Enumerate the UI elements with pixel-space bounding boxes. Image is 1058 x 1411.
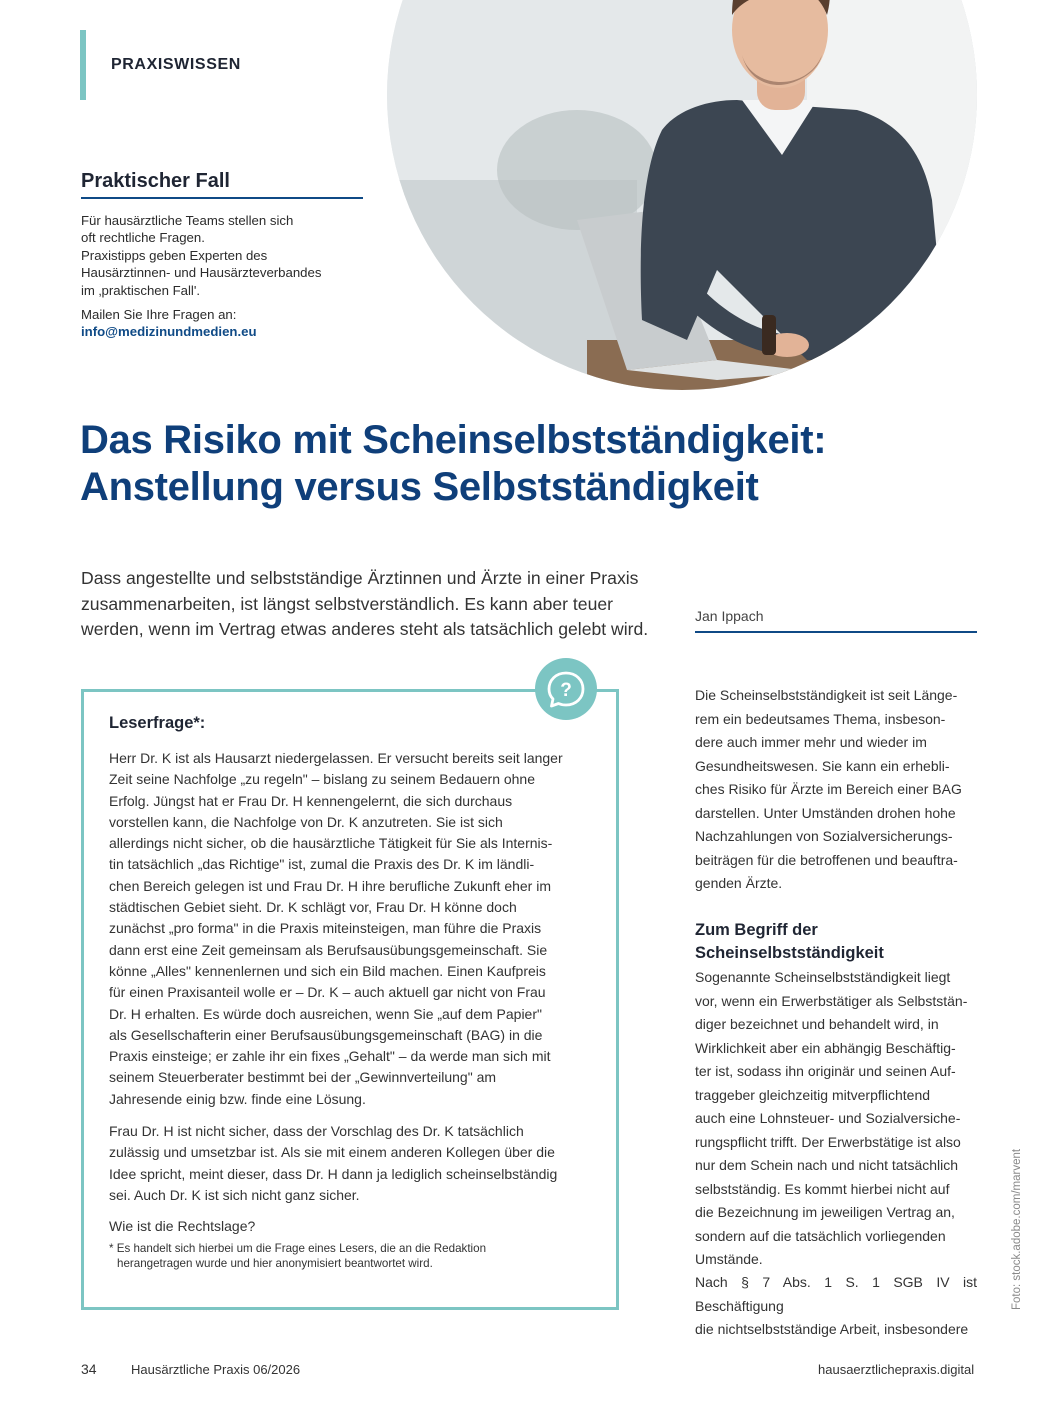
reader-question-paragraph-2 bbox=[109, 1121, 594, 1206]
mail-link[interactable]: info@medizinundmedien.eu bbox=[81, 324, 257, 339]
paragraph-line: vorstellen kann, die Nachfolge von Dr. K anzutreten. Sie ist sich bbox=[109, 813, 503, 830]
lead-line: Dass angestellte und selbstständige Ärztinnen und Ärzte in einer Praxis bbox=[81, 568, 639, 588]
body-line: die Bezeichnung im jeweiligen Vertrag an, bbox=[695, 1204, 955, 1220]
headline-line-2: Anstellung versus Selbstständigkeit bbox=[80, 465, 759, 509]
body-line: ter ist, sodass ihn originär und seinen Auf- bbox=[695, 1063, 956, 1079]
body-paragraph-3 bbox=[695, 1271, 977, 1342]
question-bubble-icon bbox=[535, 658, 597, 720]
case-intro-line: im ‚praktischen Fall'. bbox=[81, 282, 201, 298]
body-line: Wirklichkeit aber ein abhängig Beschäftig- bbox=[695, 1039, 956, 1056]
paragraph-line: als Gesellschafterin einer Berufsausübungsgemeinschaft (BAG) in die bbox=[109, 1026, 543, 1043]
body-line: vor, wenn ein Erwerbstätiger als Selbststän- bbox=[695, 992, 968, 1009]
case-intro bbox=[81, 212, 381, 299]
author-name: Jan Ippach bbox=[695, 608, 764, 624]
headline-line-1: Das Risiko mit Scheinselbstständigkeit: bbox=[80, 418, 827, 462]
article-lead bbox=[81, 566, 681, 643]
body-line: nur dem Schein nach und nicht tatsächlich bbox=[695, 1157, 959, 1173]
paragraph-line: dann erst eine Zeit gemeinsam als Berufsausübungsgemeinschaft. Sie bbox=[109, 941, 548, 958]
body-line: rem ein bedeutsames Thema, insbeson- bbox=[695, 710, 946, 727]
case-title: Praktischer Fall bbox=[81, 170, 230, 192]
section-label: PRAXISWISSEN bbox=[111, 56, 241, 73]
body-line: die nichtselbstständige Arbeit, insbesondere bbox=[695, 1321, 969, 1337]
paragraph-line: könne „Alles" kennenlernen und sich ein Bild machen. Einen Kaufpreis bbox=[109, 962, 546, 979]
body-line: sondern auf die tatsächlich vorliegenden bbox=[695, 1227, 946, 1244]
body-line: selbstständig. Es kommt hierbei nicht auf bbox=[695, 1180, 950, 1197]
website-link[interactable]: hausaerztlichepraxis.digital bbox=[818, 1362, 975, 1377]
photo-illustration bbox=[387, 0, 977, 390]
body-line: rungspflicht trifft. Der Erwerbstätige ist also bbox=[695, 1133, 961, 1150]
body-paragraph-1 bbox=[695, 684, 977, 896]
case-title-rule bbox=[81, 197, 363, 199]
paragraph-line: Herr Dr. K ist als Hausarzt niedergelassen. Er versucht bereits seit langer bbox=[109, 750, 563, 766]
page-number: 34 bbox=[81, 1361, 97, 1377]
paragraph-line: chen Bereich gelegen ist und Frau Dr. H ihre berufliche Zukunft eher im bbox=[109, 877, 552, 894]
case-intro-line: Für hausärztliche Teams stellen sich bbox=[81, 213, 294, 228]
body-line: Gesundheitswesen. Sie kann ein erhebli- bbox=[695, 757, 950, 774]
footnote-line: * Es handelt sich hierbei um die Frage eines Lesers, die an die Redaktion bbox=[109, 1242, 487, 1255]
body-line: dere auch immer mehr und wieder im bbox=[695, 734, 927, 750]
body-line: genden Ärzte. bbox=[695, 875, 783, 891]
body-paragraph-2 bbox=[695, 966, 977, 1272]
svg-text:?: ? bbox=[560, 680, 572, 701]
paragraph-line: für einen Praxisanteil wolle er – Dr. K – auch aktuell gar nicht von Frau bbox=[109, 984, 546, 1001]
section-accent-bar bbox=[80, 30, 86, 100]
header-photo bbox=[387, 0, 977, 390]
paragraph-line: Idee spricht, meint dieser, dass Dr. H dann ja lediglich scheinselbständig bbox=[109, 1165, 558, 1182]
footnote-line: herangetragen wurde und hier anonymisiert beantwortet wird. bbox=[117, 1256, 433, 1270]
case-intro-line: Praxistipps geben Experten des bbox=[81, 247, 268, 263]
case-intro-line: oft rechtliche Fragen. bbox=[81, 230, 205, 246]
paragraph-line: Frau Dr. H ist nicht sicher, dass der Vorschlag des Dr. K tatsächlich bbox=[109, 1123, 524, 1139]
author-rule bbox=[695, 631, 977, 633]
photo-credit: Foto: stock.adobe.com/marvent bbox=[1011, 1148, 1023, 1310]
paragraph-line: Praxis einsteige; er zahle ihr ein fixes „Gehalt" – da werde man sich mit bbox=[109, 1048, 551, 1065]
paragraph-line: tin tatsächlich „das Richtige" ist, zumal die Praxis des Dr. K im ländli- bbox=[109, 856, 535, 873]
paragraph-line: Jahresende einig bzw. finde eine Lösung. bbox=[109, 1090, 366, 1107]
body-line: Die Scheinselbstständigkeit ist seit Länge- bbox=[695, 687, 958, 703]
lead-line: werden, wenn im Vertrag etwas anderes steht als tatsächlich gelebt wird. bbox=[81, 619, 649, 640]
reader-question-paragraph-3: Wie ist die Rechtslage? bbox=[109, 1218, 256, 1234]
body-line: Umstände. bbox=[695, 1251, 763, 1267]
paragraph-line: sei. Auch Dr. K ist sich nicht ganz sicher. bbox=[109, 1186, 360, 1203]
reader-question-footnote bbox=[109, 1242, 579, 1271]
paragraph-line: allerdings nicht sicher, ob die hausärztliche Tätigkeit für Sie als Internis- bbox=[109, 835, 553, 852]
paragraph-line: Zeit seine Nachfolge „zu regeln" – bislang zu seinem Bedauern ohne bbox=[109, 771, 536, 788]
paragraph-line: städtischen Gebiet sieht. Dr. K schlägt vor, Frau Dr. H könne doch bbox=[109, 899, 517, 916]
case-intro-line: Hausärztinnen- und Hausärzteverbandes bbox=[81, 265, 322, 281]
section-subheading bbox=[695, 919, 977, 964]
mail-label: Mailen Sie Ihre Fragen an: bbox=[81, 307, 237, 322]
lead-line: zusammenarbeiten, ist längst selbstverständlich. Es kann aber teuer bbox=[81, 593, 613, 614]
body-line: ches Risiko für Ärzte im Bereich einer BAG bbox=[695, 781, 962, 797]
reader-question-paragraph-1 bbox=[109, 748, 594, 1110]
journal-name: Hausärztliche Praxis 06/2026 bbox=[131, 1362, 301, 1377]
paragraph-line: zulässig und umsetzbar ist. Als sie mit einem anderen Kollegen über die bbox=[109, 1144, 555, 1161]
body-line: Nach § 7 Abs. 1 S. 1 SGB IV ist Beschäftigung bbox=[695, 1274, 977, 1314]
article-headline bbox=[80, 417, 980, 511]
subheading-line: Zum Begriff der bbox=[695, 921, 818, 939]
body-line: Nachzahlungen von Sozialversicherungs- bbox=[695, 828, 953, 844]
paragraph-line: Dr. H erhalten. Es würde doch ausreichen, wenn Sie „auf dem Papier" bbox=[109, 1005, 542, 1022]
body-line: traggeber gleichzeitig mitverpflichtend bbox=[695, 1086, 931, 1103]
body-line: beiträgen für die betroffenen und beauftra- bbox=[695, 851, 958, 868]
body-line: Sogenannte Scheinselbstständigkeit liegt bbox=[695, 969, 951, 985]
subheading-line: Scheinselbstständigkeit bbox=[695, 943, 884, 962]
paragraph-line: Erfolg. Jüngst hat er Frau Dr. H kennengelernt, die sich durchaus bbox=[109, 792, 513, 809]
paragraph-line: seinem Steuerberater bestimmt bei der „Gewinnverteilung" am bbox=[109, 1069, 497, 1086]
body-line: diger bezeichnet und behandelt wird, in bbox=[695, 1016, 939, 1032]
reader-question-title: Leserfrage*: bbox=[109, 714, 206, 732]
body-line: darstellen. Unter Umständen drohen hohe bbox=[695, 804, 956, 821]
paragraph-line: zunächst „pro forma" in die Praxis miteinsteigen, man führe die Praxis bbox=[109, 920, 542, 937]
body-line: auch eine Lohnsteuer- und Sozialversiche- bbox=[695, 1110, 961, 1126]
